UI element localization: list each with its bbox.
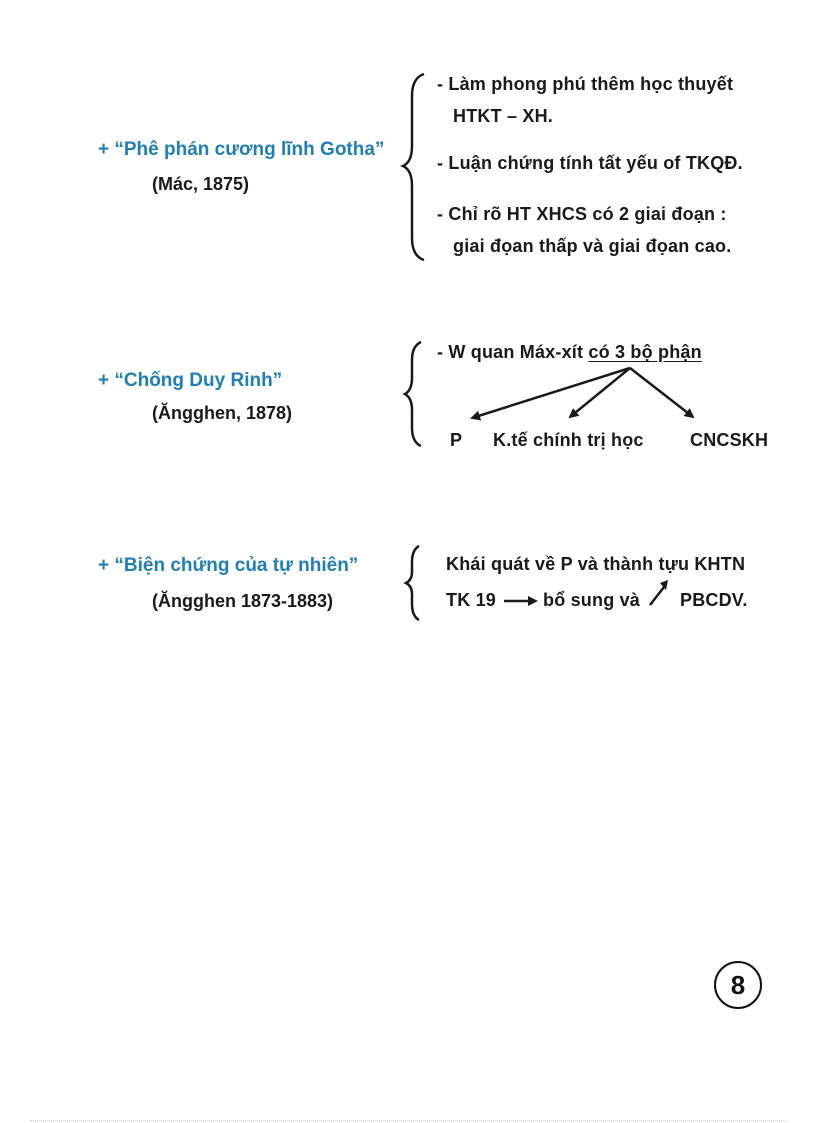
section1-item-3-cont: giai đọan thấp và giai đọan cao. (453, 236, 732, 256)
section3-line2-b: bổ sung và (543, 590, 641, 610)
section2-intro-underlined: có 3 bộ phận (588, 342, 702, 362)
section3-author: (Ăngghen 1873-1883) (152, 591, 334, 611)
section1-item-2: - Luận chứng tính tất yếu of TKQĐ. (437, 153, 743, 173)
section2-intro-text: - W quan Máx-xít (437, 342, 589, 362)
section2-author: (Ăngghen, 1878) (152, 403, 293, 423)
footer-divider (30, 1120, 786, 1121)
branch-ktct: K.tế chính trị học (493, 430, 644, 450)
page-number: 8 (714, 961, 762, 1009)
section1-item-1: - Làm phong phú thêm học thuyết (437, 74, 734, 94)
section3-line1: Khái quát về P và thành tựu KHTN (446, 554, 746, 574)
section2-title: + “Chống Duy Rinh” (98, 370, 283, 391)
branch-cncskh: CNCSKH (690, 430, 769, 450)
section1-item-1-cont: HTKT – XH. (453, 106, 554, 126)
section1-item-3: - Chỉ rõ HT XHCS có 2 giai đoạn : (437, 204, 727, 224)
section3-line2-c: PBCDV. (680, 590, 748, 610)
branch-p: P (450, 430, 463, 450)
section3-title: + “Biện chứng của tự nhiên” (98, 555, 359, 576)
section3-line2-a: TK 19 (446, 590, 497, 610)
section1-title: + “Phê phán cương lĩnh Gotha” (98, 139, 385, 160)
section1-author: (Mác, 1875) (152, 174, 250, 194)
